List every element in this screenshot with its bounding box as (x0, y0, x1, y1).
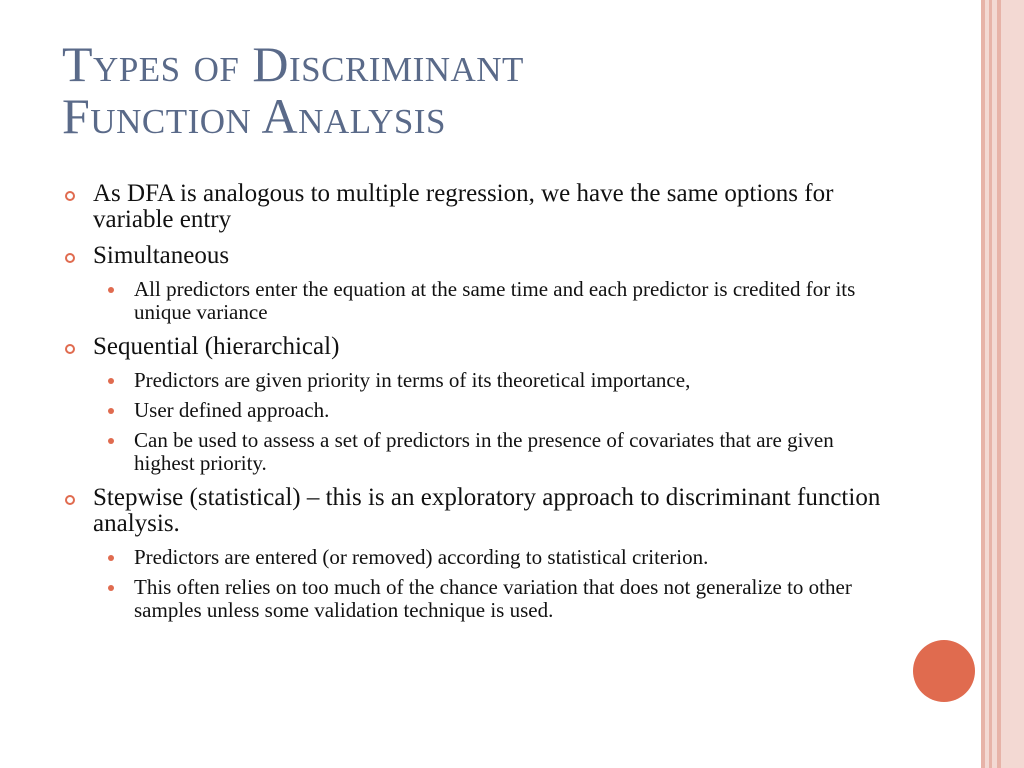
ring-bullet-icon (65, 495, 75, 505)
sub-bullet-list (93, 546, 882, 622)
sub-bullet-text: Predictors are entered (or removed) according to statistical criterion. (134, 545, 709, 569)
ring-bullet-icon (65, 253, 75, 263)
right-stripe-decoration (981, 0, 1024, 768)
bullet-item (62, 243, 882, 324)
bullet-text: Sequential (hierarchical) (93, 333, 340, 360)
dot-bullet-icon (108, 438, 114, 444)
sub-bullet-item (93, 576, 882, 622)
sub-bullet-text: All predictors enter the equation at the same time and each predictor is credited for its unique variance (134, 277, 856, 324)
bullet-item (62, 181, 882, 233)
ring-bullet-icon (65, 191, 75, 201)
sub-bullet-list (93, 369, 882, 475)
sub-bullet-text: This often relies on too much of the chance variation that does not generalize to other samples unless some validation technique is used. (134, 575, 852, 622)
sub-bullet-item (93, 399, 882, 422)
bullet-item (62, 485, 882, 622)
sub-bullet-item (93, 546, 882, 569)
sub-bullet-text: User defined approach. (134, 398, 330, 422)
sub-bullet-item (93, 278, 882, 324)
bullet-text: Simultaneous (93, 242, 230, 269)
bullet-text: Stepwise (statistical) – this is an exploratory approach to discriminant function analysis. (93, 484, 881, 537)
stripe (1001, 0, 1024, 768)
circle-decoration (913, 640, 975, 702)
dot-bullet-icon (108, 287, 114, 293)
slide-title-line-2: Function Analysis (62, 88, 446, 144)
sub-bullet-text: Predictors are given priority in terms of its theoretical importance, (134, 368, 691, 392)
bullet-list (62, 181, 882, 632)
bullet-item (62, 334, 882, 475)
sub-bullet-list (93, 278, 882, 324)
dot-bullet-icon (108, 555, 114, 561)
slide-title-line-1: Types of Discriminant (62, 36, 524, 92)
sub-bullet-text: Can be used to assess a set of predictors in the presence of covariates that are given highest priority. (134, 428, 834, 475)
sub-bullet-item (93, 429, 882, 475)
sub-bullet-item (93, 369, 882, 392)
dot-bullet-icon (108, 585, 114, 591)
slide-title (62, 38, 922, 142)
bullet-text: As DFA is analogous to multiple regression, we have the same options for variable entry (93, 180, 834, 233)
ring-bullet-icon (65, 344, 75, 354)
dot-bullet-icon (108, 378, 114, 384)
dot-bullet-icon (108, 408, 114, 414)
